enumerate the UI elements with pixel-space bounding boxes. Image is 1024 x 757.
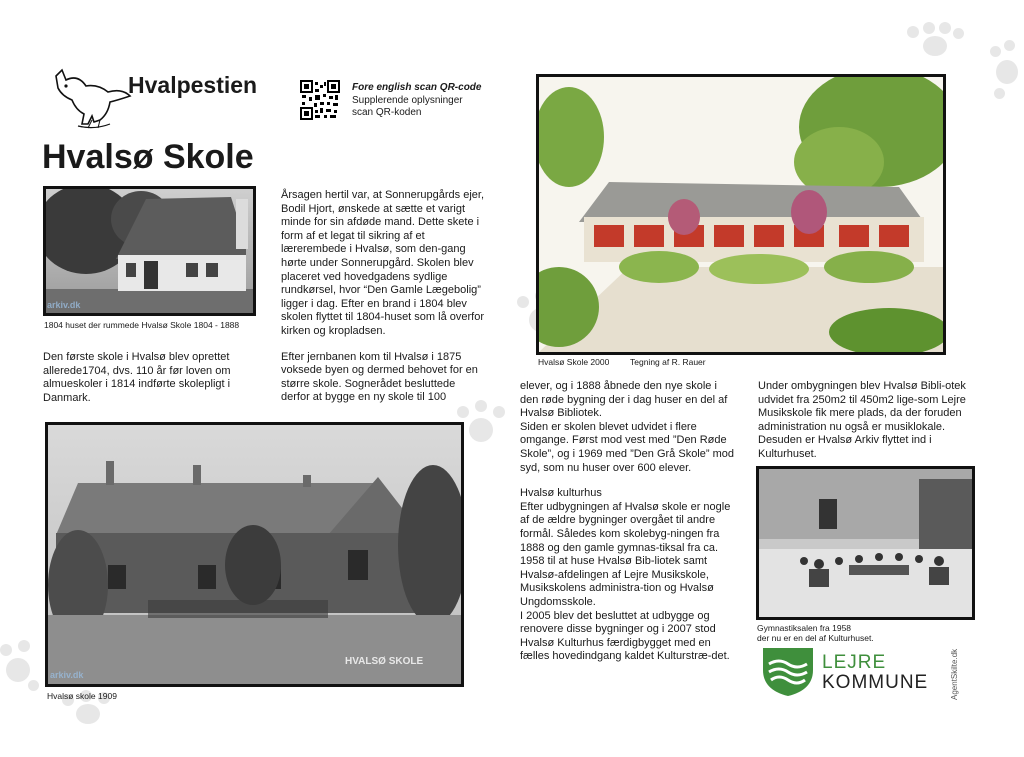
paragraph: I 2005 blev det besluttet at udbygge og renovere disse bygninger og i 2007 stod Hvalsø Kulturhus færdigbygget med en fælles hovedindgang kaldet Kulturstræ-det. xyxy=(520,609,730,663)
qr-info-line1: Supplerende oplysninger xyxy=(352,95,463,106)
photo-watermark: arkiv.dk xyxy=(50,670,84,680)
qr-info-line2: scan QR-koden xyxy=(352,107,422,118)
photo-1804-house xyxy=(43,186,256,316)
drawing-caption-left: Hvalsø Skole 2000 xyxy=(538,357,610,367)
photo-caption: 1804 huset der rummede Hvalsø Skole 1804 - 1888 xyxy=(44,320,240,330)
paragraph: Den første skole i Hvalsø blev oprettet allerede1704, dvs. 110 år før loven om almueskoler i 1814 indførte skolepligt i Danmark. xyxy=(43,351,231,404)
photo-sign-text: HVALSØ SKOLE xyxy=(345,656,424,667)
paragraph: Efter udbygningen af Hvalsø skole er nogle af de ældre bygninger overgået til andre formål. Således kom skolebyg-ningen fra 1888 og den gamle gymnas-tiksal fra ca. 1958 til at huse Hvalsø Bib-liotek samt Hvalsø-afdelingen af Lejre Musikskole, Musikskolens administra-tion og Hvalsø Ungdomsskole. xyxy=(520,500,731,608)
lejre-kommune-shield-icon xyxy=(761,646,815,698)
text-column-2 xyxy=(281,189,485,417)
drawing-school-2000 xyxy=(536,74,946,355)
photo-caption: Hvalsø skole 1909 xyxy=(47,691,117,701)
paw-print-decoration xyxy=(905,22,965,62)
section-heading: Hvalsø kulturhus xyxy=(520,487,602,500)
credit-text: AgentSkilte.dk xyxy=(950,648,959,700)
paragraph: Årsagen hertil var, at Sonnerupgårds ejer, Bodil Hjort, ønskede at sætte et varigt minde for sin afdøde mand. Dette skete i form af et legat til sikring af et lærerembede i Hvalsø, som den-gang hørte under Sonnerupgård. Skolen blev placeret ved hovedgadens sydlige rundkørsel, hvor “Den Gamle Lægebolig” ligger i dag. Efter en brand i 1804 blev skolen flyttet til 1804-huset som lå overfor kirken og kropladsen. xyxy=(281,189,485,337)
drawing-caption-right: Tegning af R. Rauer xyxy=(630,357,706,367)
paragraph: Efter jernbanen kom til Hvalsø i 1875 voksede byen og dermed behovet for en større skole. Sognerådet besluttede derfor at bygge en ny skole til 100 xyxy=(281,350,478,404)
photo-watermark: arkiv.dk xyxy=(47,300,81,310)
paw-print-decoration xyxy=(990,40,1024,100)
logo-text-lejre: LEJRE xyxy=(822,652,887,673)
photo-caption: der nu er en del af Kulturhuset. xyxy=(757,633,874,643)
logo-text-kommune: KOMMUNE xyxy=(822,672,929,693)
fox-logo xyxy=(48,66,132,132)
qr-code[interactable] xyxy=(300,80,340,120)
text-column-3 xyxy=(520,380,735,676)
paw-print-decoration xyxy=(0,640,40,700)
paragraph: elever, og i 1888 åbnede den nye skole i den røde bygning der i dag huser en del af Hvalsø Bibliotek. xyxy=(520,380,728,420)
text-column-4 xyxy=(758,380,970,474)
qr-english-text: Fore english scan QR-code xyxy=(352,82,482,93)
photo-gym-1958 xyxy=(756,466,975,620)
intro-paragraph xyxy=(43,351,253,417)
photo-caption: Gymnastiksalen fra 1958 xyxy=(757,623,852,633)
trail-name: Hvalpestien xyxy=(128,72,258,98)
photo-school-1909 xyxy=(45,422,464,687)
page-title: Hvalsø Skole xyxy=(42,138,254,176)
paragraph: Siden er skolen blevet udvidet i flere omgange. Først mod vest med ”Den Røde Skole”, og i 1969 med ”Den Grå Skole” mod syd, som nu huser over 600 elever. xyxy=(520,420,734,474)
paragraph: Under ombygningen blev Hvalsø Bibli-otek udvidet fra 250m2 til 450m2 lige-som Lejre Musikskole fik mere plads, da der foruden administration nu også er musiklokale. Desuden er Hvalsø Arkiv flyttet ind i Kulturhuset. xyxy=(758,380,966,460)
